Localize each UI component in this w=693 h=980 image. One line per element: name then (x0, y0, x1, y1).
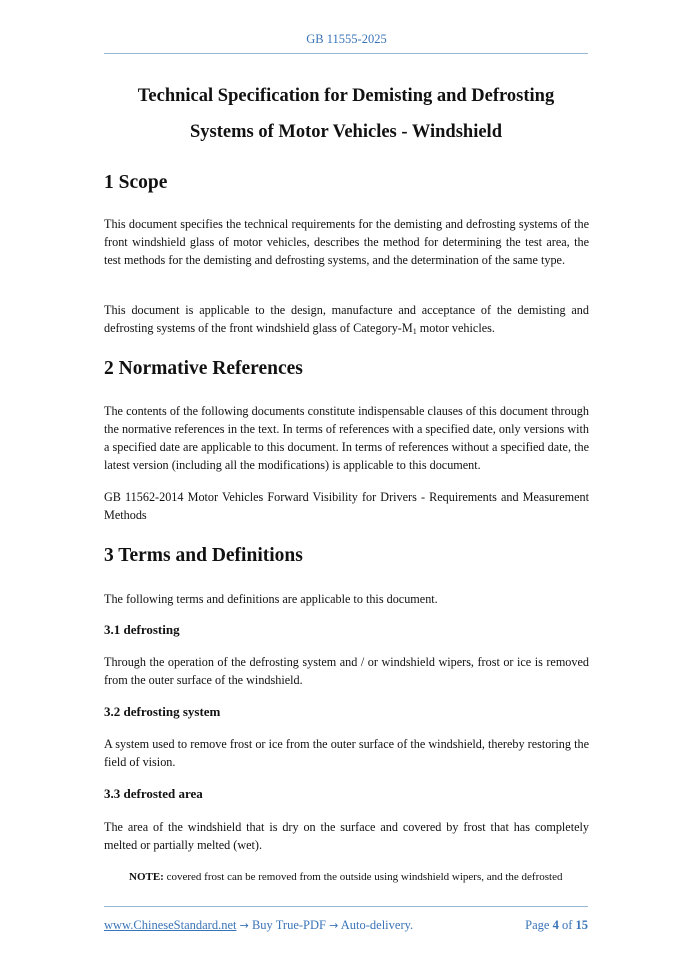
arrow-right-icon: → (239, 919, 249, 932)
normative-paragraph-1: The contents of the following documents constitute indispensable clauses of this document through the normative references in the text. In terms of references with a specified date, only versions with a specified date are applicable to this document. In terms of references without a specified date, the latest version (including all the modifications) is applicable to this document. (104, 404, 589, 472)
section-heading-terms-definitions: 3 Terms and Definitions (104, 545, 303, 566)
page-of-label: of (561, 918, 573, 932)
section-heading-scope: 1 Scope (104, 172, 168, 193)
arrow-right-icon: → (329, 919, 339, 932)
document-title-line-2: Systems of Motor Vehicles - Windshield (190, 122, 502, 142)
term-3-2-definition: A system used to remove frost or ice from the outer surface of the windshield, thereby restoring the field of vision. (104, 737, 589, 769)
scope-paragraph-2 (104, 301, 589, 337)
category-subscript: 1 (412, 327, 417, 336)
section-heading-normative-references: 2 Normative References (104, 358, 303, 379)
chinesestandard-link[interactable]: www.ChineseStandard.net (104, 918, 237, 932)
term-3-2-heading: 3.2 defrosting system (104, 704, 221, 719)
header-divider (104, 53, 588, 54)
document-title-line-1: Technical Specification for Demisting and Defrosting (137, 86, 555, 106)
term-3-3-note (129, 869, 589, 885)
note-text: covered frost can be removed from the outside using windshield wipers, and the defrosted (163, 871, 563, 883)
term-3-3-heading: 3.3 defrosted area (104, 786, 203, 801)
page-label: Page (525, 918, 550, 932)
footer-promo (104, 918, 413, 933)
terms-intro: The following terms and definitions are applicable to this document. (104, 592, 438, 606)
buy-true-pdf-text: Buy True-PDF (248, 918, 330, 932)
scope-paragraph-2-text: This document is applicable to the design, manufacture and acceptance of the demisting and defrosting systems of the front windshield glass of Category-M (104, 303, 589, 335)
footer-divider (104, 906, 588, 907)
page-current-number: 4 (552, 918, 559, 932)
scope-paragraph-2-end: motor vehicles. (416, 321, 495, 335)
term-3-1-heading: 3.1 defrosting (104, 622, 180, 637)
normative-reference-gb11562: GB 11562-2014 Motor Vehicles Forward Visibility for Drivers - Requirements and Measurement Methods (104, 490, 589, 522)
term-3-3-definition: The area of the windshield that is dry on the surface and covered by frost that has completely melted or partially melted (wet). (104, 820, 589, 852)
page-total-number: 15 (575, 918, 588, 932)
note-label: NOTE: (129, 871, 164, 883)
scope-paragraph-1: This document specifies the technical requirements for the demisting and defrosting systems of the front windshield glass of motor vehicles, describes the method for determining the test area, the test methods for the demisting and defrosting systems, and the determination of the same type. (104, 217, 589, 267)
header-standard-code: GB 11555-2025 (306, 32, 387, 46)
page-indicator (525, 918, 588, 933)
auto-delivery-text: Auto-delivery. (338, 918, 414, 932)
term-3-1-definition: Through the operation of the defrosting system and / or windshield wipers, frost or ice is removed from the outer surface of the windshield. (104, 655, 589, 687)
